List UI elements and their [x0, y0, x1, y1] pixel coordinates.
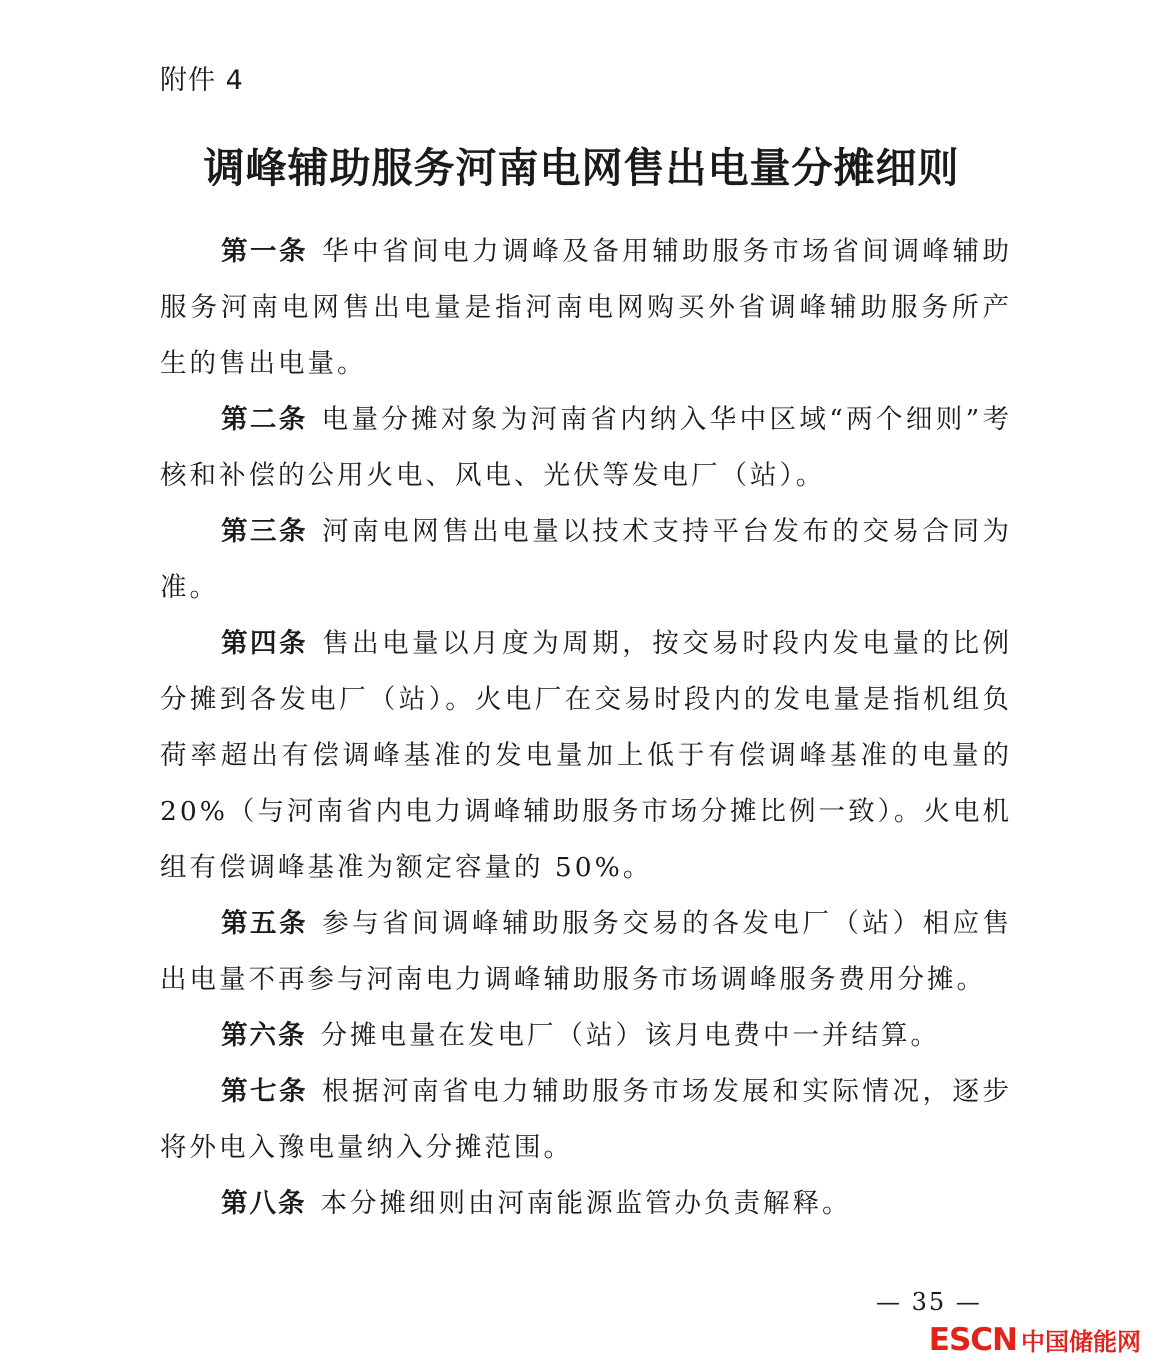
attachment-label: 附件 4 — [160, 65, 244, 96]
article-6 — [160, 1008, 1012, 1064]
article-text: 本分摊细则由河南能源监管办负责解释。 — [320, 1188, 852, 1219]
article-label: 第二条 — [221, 404, 308, 435]
article-label: 第一条 — [221, 236, 309, 267]
article-text: 参与省间调峰辅助服务交易的各发电厂（站）相应售出电量不再参与河南电力调峰辅助服务市场调峰服务费用分摊。 — [160, 908, 1013, 995]
watermark-en: ESCN — [928, 1322, 1017, 1358]
article-label: 第八条 — [221, 1188, 307, 1219]
watermark-cn: 中国储能网 — [1021, 1328, 1141, 1356]
document-body — [160, 224, 1012, 1232]
page-number: — 35 — — [876, 1288, 982, 1316]
document-title: 调峰辅助服务河南电网售出电量分摊细则 — [203, 144, 960, 192]
article-2 — [160, 392, 1012, 504]
article-7 — [160, 1064, 1012, 1176]
article-1 — [160, 224, 1012, 392]
article-text: 电量分摊对象为河南省内纳入华中区域“两个细则”考核和补偿的公用火电、风电、光伏等发电厂（站）。 — [160, 404, 1012, 491]
article-text: 售出电量以月度为周期，按交易时段内发电量的比例分摊到各发电厂（站）。火电厂在交易时段内的发电量是指机组负荷率超出有偿调峰基准的发电量加上低于有偿调峰基准的电量的 20%（与河南省内电力调峰辅助服务市场分摊比例一致）。火电机组有偿调峰基准为额定容量的 50%。 — [160, 628, 1013, 883]
article-3 — [160, 504, 1012, 616]
article-text: 根据河南省电力辅助服务市场发展和实际情况，逐步将外电入豫电量纳入分摊范围。 — [160, 1076, 1013, 1163]
article-label: 第六条 — [221, 1020, 307, 1051]
escn-watermark-logo — [929, 1322, 1141, 1358]
article-label: 第五条 — [221, 908, 309, 939]
article-text: 分摊电量在发电厂（站）该月电费中一并结算。 — [320, 1020, 940, 1051]
article-label: 第三条 — [221, 516, 309, 547]
article-8 — [160, 1176, 1012, 1232]
article-5 — [160, 896, 1012, 1008]
article-4 — [160, 616, 1012, 896]
article-text: 华中省间电力调峰及备用辅助服务市场省间调峰辅助服务河南电网售出电量是指河南电网购买外省调峰辅助服务所产生的售出电量。 — [160, 236, 1013, 379]
article-label: 第四条 — [221, 628, 309, 659]
article-text: 河南电网售出电量以技术支持平台发布的交易合同为准。 — [160, 516, 1013, 603]
article-label: 第七条 — [221, 1076, 309, 1107]
